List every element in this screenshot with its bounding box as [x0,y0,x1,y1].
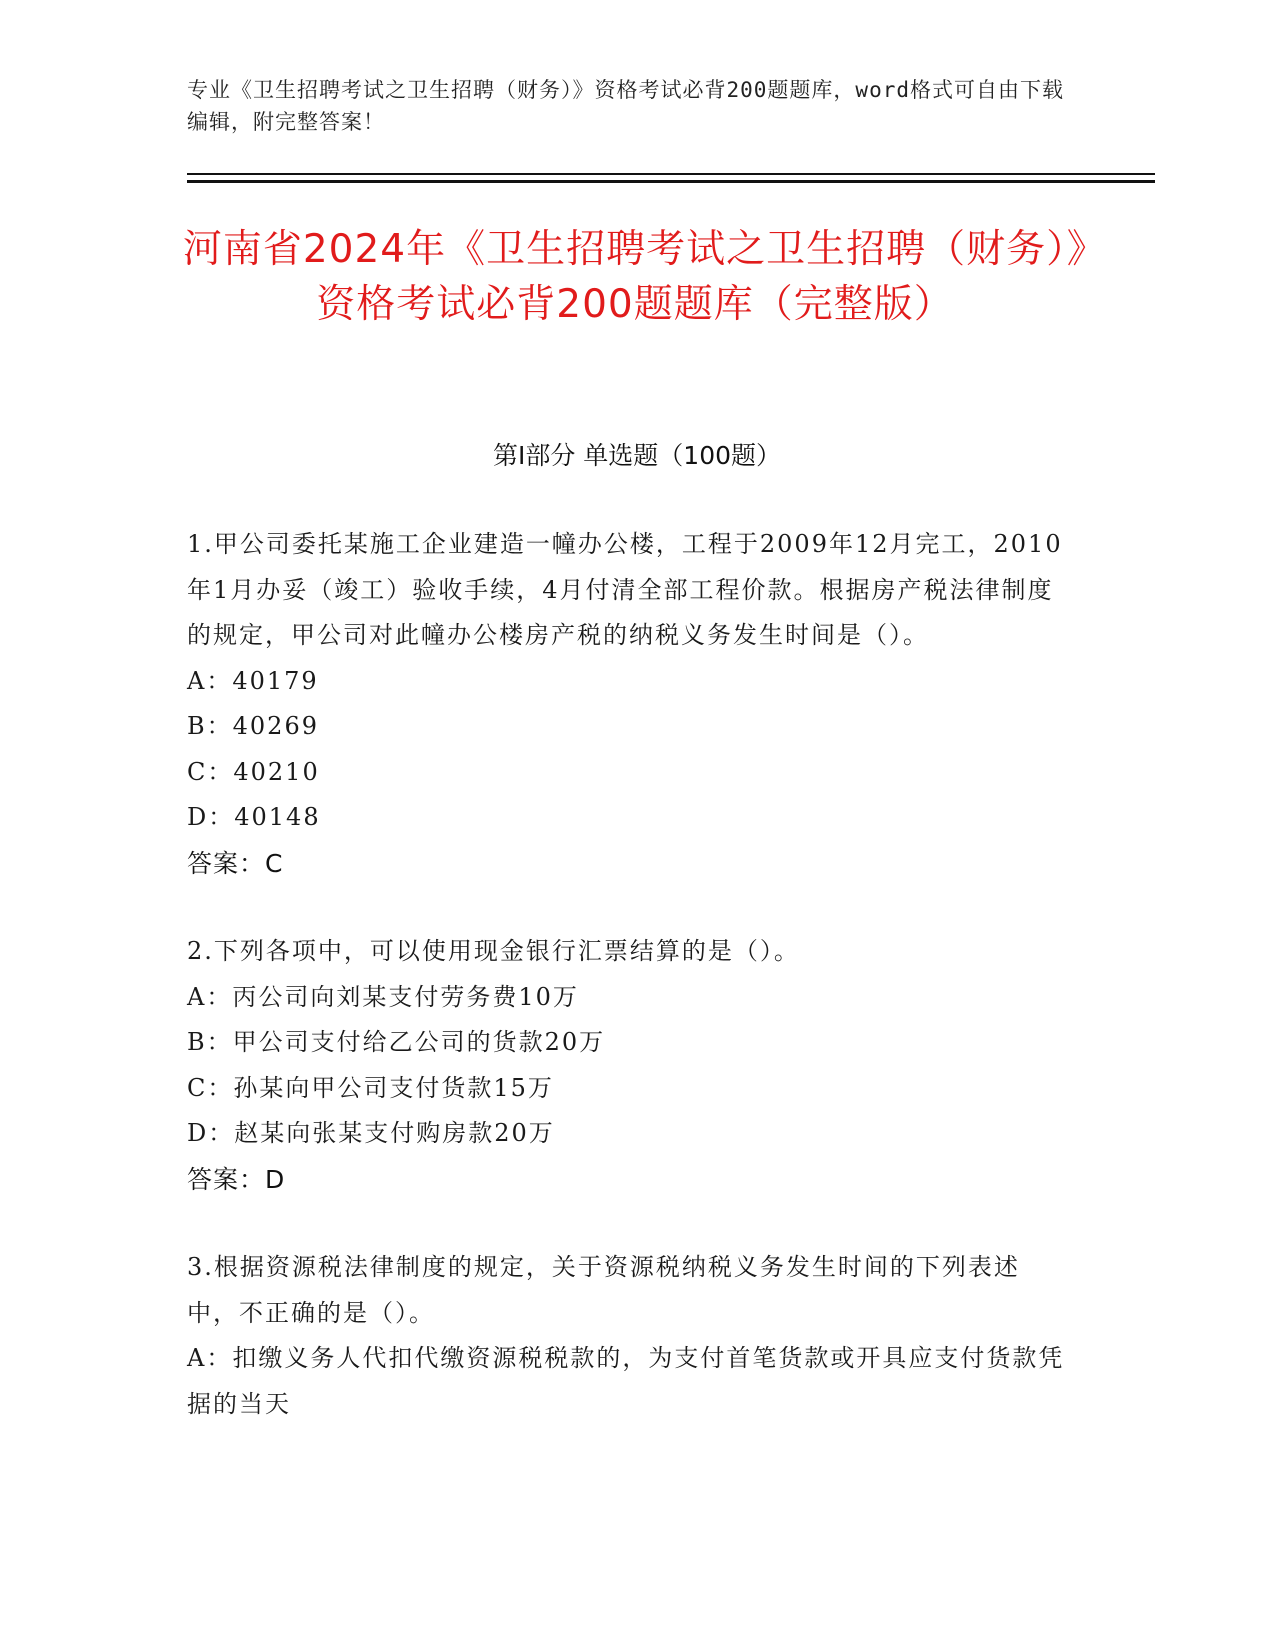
option-text: 40179 [232,666,319,695]
option-text: 赵某向张某支付购房款20万 [234,1119,555,1147]
section-heading: 第I部分 单选题（100题） [492,441,782,470]
option-text: 40148 [234,803,321,831]
option-d [187,1111,1067,1157]
option-a [187,1336,1067,1427]
option-key: B： [187,712,233,740]
question-stem: 3.根据资源税法律制度的规定，关于资源税纳税义务发生时间的下列表述中，不正确的是（）。 [187,1253,1020,1327]
option-b [187,1020,1067,1066]
question-2 [187,929,1067,1202]
header-note: 专业《卫生招聘考试之卫生招聘（财务）》资格考试必背200题题库，word格式可自由下载编辑，附完整答案！ [187,78,1064,134]
option-text: 扣缴义务人代扣代缴资源税税款的，为支付首笔货款或开具应支付货款凭据的当天 [187,1344,1065,1418]
option-text: 40210 [233,757,320,786]
answer-line: 答案：C [187,848,284,878]
question-list [187,522,1067,1470]
option-d [187,795,1067,841]
option-text: 孙某向甲公司支付货款15万 [233,1073,554,1102]
option-key: C： [187,757,234,786]
document-title: 河南省2024年《卫生招聘考试之卫生招聘（财务）》资格考试必背200题题库（完整版） [182,227,1088,327]
option-key: C： [187,1073,234,1102]
option-key: A： [187,1344,233,1372]
option-key: A： [187,666,233,695]
option-a [187,659,1067,705]
question-3 [187,1245,1067,1427]
option-text: 甲公司支付给乙公司的货款20万 [232,1028,606,1056]
option-text: 40269 [232,712,319,740]
option-text: 丙公司向刘某支付劳务费10万 [232,982,579,1011]
answer-line: 答案：D [187,1164,286,1194]
option-c [187,750,1067,796]
option-b [187,704,1067,750]
question-stem: 2.下列各项中，可以使用现金银行汇票结算的是（）。 [187,937,800,965]
header-divider-thick [187,180,1155,183]
option-key: D： [187,1119,235,1147]
option-key: B： [187,1028,233,1056]
question-1 [187,522,1067,886]
header-divider-thin [187,173,1155,175]
question-stem: 1.甲公司委托某施工企业建造一幢办公楼，工程于2009年12月完工，2010年1月办妥（竣工）验收手续，4月付清全部工程价款。根据房产税法律制度的规定，甲公司对此幢办公楼房产税的纳税义务发生时间是（）。 [187,530,1063,649]
option-key: A： [187,982,233,1011]
option-a [187,975,1067,1021]
option-c [187,1066,1067,1112]
option-key: D： [187,803,235,831]
